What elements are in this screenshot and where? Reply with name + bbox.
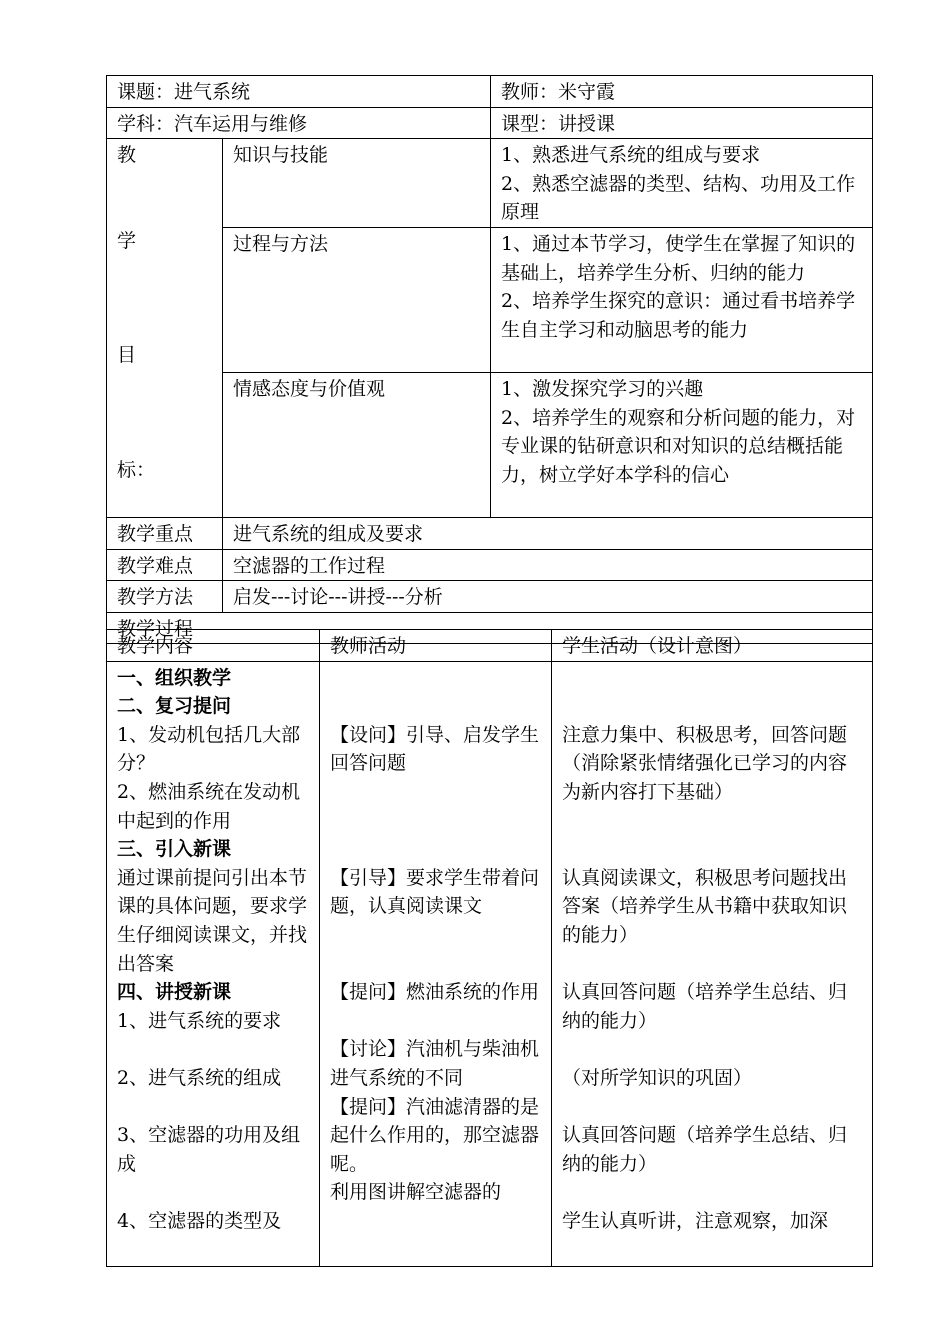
process-title: 教学过程 [107, 612, 873, 644]
objective-items [491, 139, 873, 228]
method-value: 启发---讨论---讲授---分析 [223, 581, 873, 613]
teacher-activity: 利用图讲解空滤器的 [330, 1181, 502, 1204]
key-point-value: 进气系统的组成及要求 [223, 517, 873, 549]
side-label-char: 教 [117, 144, 137, 167]
column-header-content: 教学内容 [107, 630, 320, 662]
content-item: 3、空滤器的功用及组成 [117, 1124, 301, 1175]
objective-item: 2、培养学生探究的意识：通过看书培养学生自主学习和动脑思考的能力 [501, 290, 856, 341]
method-label: 教学方法 [107, 581, 223, 613]
section-heading: 二、复习提问 [117, 695, 232, 718]
objective-items [491, 227, 873, 372]
content-item: 通过课前提问引出本节课的具体问题，要求学生仔细阅读课文，并找出答案 [117, 866, 308, 975]
difficulty-value: 空滤器的工作过程 [223, 549, 873, 581]
teacher-activity: 【提问】汽油滤清器的是起什么作用的，那空滤器呢。 [330, 1095, 540, 1175]
section-heading: 一、组织教学 [117, 666, 232, 689]
section-heading: 四、讲授新课 [117, 981, 232, 1004]
teacher-cell: 教师：米守霞 [491, 76, 873, 108]
side-label-char: 目 [117, 344, 137, 367]
content-item: 1、发动机包括几大部分？ [117, 723, 301, 775]
student-activity-cell [552, 661, 873, 1266]
difficulty-label: 教学难点 [107, 549, 223, 581]
teacher-activity: 【设问】引导、启发学生回答问题 [330, 723, 540, 775]
objective-category: 知识与技能 [223, 139, 491, 228]
content-item: 2、燃油系统在发动机中起到的作用 [117, 780, 301, 832]
column-header-student: 学生活动（设计意图） [552, 630, 873, 662]
teaching-content-cell [107, 661, 320, 1266]
objectives-side-label [107, 139, 223, 518]
lesson-plan-header-table [106, 75, 873, 644]
lesson-type-cell: 课型：讲授课 [491, 107, 873, 139]
content-item: 1、进气系统的要求 [117, 1009, 282, 1032]
section-heading: 三、引入新课 [117, 838, 232, 861]
student-activity: 认真回答问题（培养学生总结、归纳的能力） [562, 981, 848, 1032]
side-label-char: 标： [117, 458, 156, 481]
objective-category: 过程与方法 [223, 227, 491, 372]
content-item: 4、空滤器的类型及 [117, 1209, 282, 1232]
student-activity: 认真阅读课文，积极思考问题找出答案（培养学生从书籍中获取知识的能力） [562, 866, 848, 946]
objective-item: 1、激发探究学习的兴趣 [501, 377, 704, 400]
objective-item: 1、通过本节学习，使学生在掌握了知识的基础上，培养学生分析、归纳的能力 [501, 232, 856, 284]
teacher-activity-cell [320, 661, 552, 1266]
side-label-char: 学 [117, 229, 137, 252]
student-activity: 学生认真听讲，注意观察，加深 [562, 1209, 829, 1232]
content-item: 2、进气系统的组成 [117, 1066, 282, 1089]
objective-item: 1、熟悉进气系统的组成与要求 [501, 144, 761, 167]
teacher-activity: 【提问】燃油系统的作用 [330, 981, 540, 1004]
objective-item: 2、熟悉空滤器的类型、结构、功用及工作原理 [501, 172, 856, 224]
objective-category: 情感态度与价值观 [223, 372, 491, 517]
subject-cell: 学科：汽车运用与维修 [107, 107, 491, 139]
teacher-activity: 【引导】要求学生带着问题，认真阅读课文 [330, 866, 540, 918]
student-activity: 认真回答问题（培养学生总结、归纳的能力） [562, 1124, 848, 1175]
topic-cell: 课题：进气系统 [107, 76, 491, 108]
objective-item: 2、培养学生的观察和分析问题的能力，对专业课的钻研意识和对知识的总结概括能力，树立学好本学科的信心 [501, 406, 856, 486]
column-header-teacher: 教师活动 [320, 630, 552, 662]
student-activity: （对所学知识的巩固） [562, 1066, 753, 1089]
objective-items [491, 372, 873, 517]
teacher-activity: 【讨论】汽油机与柴油机进气系统的不同 [330, 1038, 540, 1089]
teaching-process-table [106, 629, 873, 1267]
student-activity: 注意力集中、积极思考，回答问题（消除紧张情绪强化已学习的内容为新内容打下基础） [562, 723, 848, 803]
key-point-label: 教学重点 [107, 517, 223, 549]
